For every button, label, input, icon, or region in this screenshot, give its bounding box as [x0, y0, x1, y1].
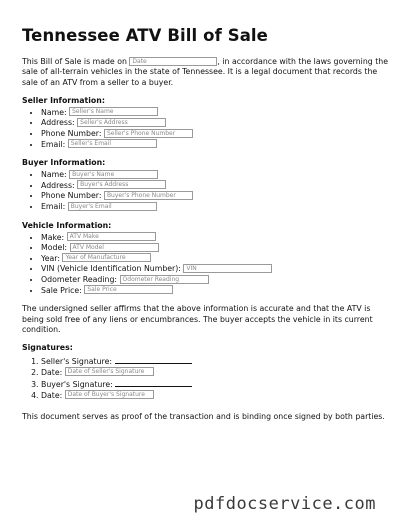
- seller-heading: Seller Information:: [22, 95, 105, 105]
- buyer-email-label: Email:: [41, 202, 66, 212]
- buyer-phone-label: Phone Number:: [41, 191, 102, 201]
- buyer-phone-field[interactable]: Buyer's Phone Number: [104, 191, 193, 200]
- vehicle-make-field[interactable]: ATV Make: [67, 232, 156, 241]
- seller-signature-item: [41, 355, 392, 368]
- intro-text-before: This Bill of Sale is made on: [22, 57, 130, 66]
- seller-address-label: Address:: [41, 118, 75, 128]
- vehicle-list: [22, 233, 392, 297]
- vehicle-make-label: Make:: [41, 232, 65, 242]
- buyer-list: [22, 170, 392, 212]
- seller-phone-label: Phone Number:: [41, 129, 102, 139]
- seller-email-label: Email:: [41, 139, 66, 149]
- vehicle-year-item: [41, 254, 392, 265]
- watermark-text: pdfdocservice.com: [193, 494, 376, 514]
- seller-name-field[interactable]: Seller's Name: [69, 107, 158, 116]
- vehicle-odometer-label: Odometer Reading:: [41, 275, 118, 285]
- vehicle-heading: Vehicle Information:: [22, 220, 112, 230]
- vehicle-price-field[interactable]: Sale Price: [84, 285, 173, 294]
- seller-date-item: [41, 368, 392, 379]
- vehicle-price-item: [41, 286, 392, 297]
- buyer-signature-date-field[interactable]: Date of Buyer's Signature: [65, 390, 154, 399]
- vehicle-year-label: Year:: [41, 253, 60, 263]
- seller-signature-line[interactable]: [115, 355, 192, 364]
- buyer-name-label: Name:: [41, 170, 67, 180]
- vehicle-model-label: Model:: [41, 243, 68, 253]
- seller-signature-date-field[interactable]: Date of Seller's Signature: [65, 367, 154, 376]
- closing-paragraph: This document serves as proof of the transaction and is binding once signed by both parties.: [22, 412, 385, 422]
- seller-address-item: [41, 118, 392, 129]
- buyer-date-item: [41, 391, 392, 402]
- vehicle-make-item: [41, 233, 392, 244]
- buyer-email-item: [41, 202, 392, 213]
- vehicle-odometer-field[interactable]: Odometer Reading: [120, 275, 209, 284]
- vehicle-vin-label: VIN (Vehicle Identification Number):: [41, 264, 181, 274]
- buyer-date-label: Date:: [41, 390, 63, 400]
- sale-date-field[interactable]: Date: [129, 57, 217, 66]
- seller-phone-field[interactable]: Seller's Phone Number: [104, 129, 193, 138]
- vehicle-year-field[interactable]: Year of Manufacture: [62, 253, 151, 262]
- buyer-heading: Buyer Information:: [22, 158, 106, 168]
- document-title: Tennessee ATV Bill of Sale: [22, 26, 268, 45]
- vehicle-vin-field[interactable]: VIN: [183, 264, 272, 273]
- seller-name-item: [41, 108, 392, 119]
- seller-email-item: [41, 140, 392, 151]
- seller-signature-label: Seller's Signature:: [41, 357, 113, 367]
- vehicle-price-label: Sale Price:: [41, 285, 82, 295]
- buyer-name-field[interactable]: Buyer's Name: [69, 170, 158, 179]
- buyer-signature-item: [41, 378, 392, 391]
- buyer-signature-line[interactable]: [115, 378, 192, 387]
- intro-text-after: , in accordance with the laws governing the sale of all-terrain vehicles in the state of Tennessee. It is a legal document that records the sale of an ATV from a seller to a buyer.: [22, 57, 388, 87]
- vehicle-odometer-item: [41, 275, 392, 286]
- buyer-signature-label: Buyer's Signature:: [41, 380, 113, 390]
- seller-name-label: Name:: [41, 107, 67, 117]
- document-page: [22, 26, 392, 423]
- buyer-address-item: [41, 181, 392, 192]
- signatures-list: [22, 355, 392, 401]
- intro-paragraph: [22, 57, 392, 88]
- seller-address-field[interactable]: Seller's Address: [77, 118, 166, 127]
- buyer-address-label: Address:: [41, 180, 75, 190]
- buyer-address-field[interactable]: Buyer's Address: [77, 180, 166, 189]
- buyer-name-item: [41, 170, 392, 181]
- seller-email-field[interactable]: Seller's Email: [68, 139, 157, 148]
- vehicle-model-field[interactable]: ATV Model: [70, 243, 159, 252]
- vehicle-model-item: [41, 243, 392, 254]
- vehicle-vin-item: [41, 264, 392, 275]
- seller-date-label: Date:: [41, 367, 63, 377]
- seller-phone-item: [41, 129, 392, 140]
- signatures-heading: Signatures:: [22, 343, 73, 353]
- affirmation-paragraph: The undersigned seller affirms that the above information is accurate and that the ATV is being sold free of any liens or encumbrances. The buyer accepts the vehicle in its current condition.: [22, 304, 373, 334]
- seller-list: [22, 108, 392, 150]
- buyer-phone-item: [41, 191, 392, 202]
- buyer-email-field[interactable]: Buyer's Email: [68, 202, 157, 211]
